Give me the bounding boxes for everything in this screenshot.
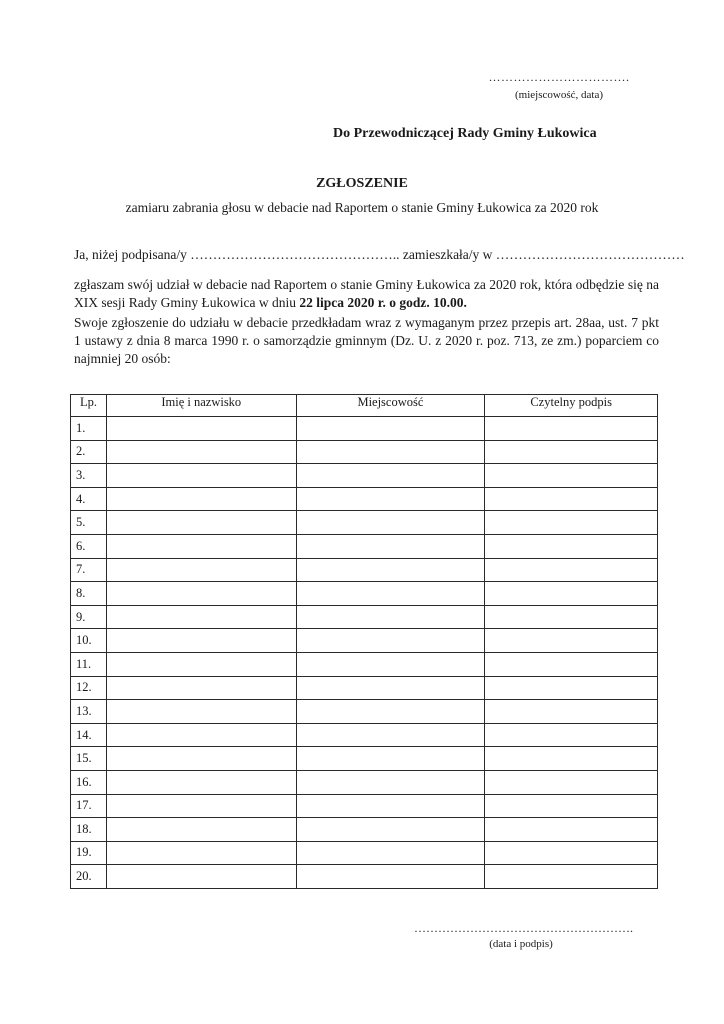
signature-cell[interactable] xyxy=(485,417,658,441)
row-number: 13. xyxy=(71,700,107,724)
row-number: 12. xyxy=(71,676,107,700)
table-row xyxy=(71,605,658,629)
name-cell[interactable] xyxy=(106,676,296,700)
row-number: 17. xyxy=(71,794,107,818)
name-cell[interactable] xyxy=(106,417,296,441)
session-date: 22 lipca 2020 r. o godz. 10.00. xyxy=(299,295,467,310)
table-row xyxy=(71,629,658,653)
name-cell[interactable] xyxy=(106,629,296,653)
name-cell[interactable] xyxy=(106,582,296,606)
place-date-caption: (miejscowość, data) xyxy=(515,89,603,101)
header-place: Miejscowość xyxy=(296,395,485,417)
header-name: Imię i nazwisko xyxy=(106,395,296,417)
row-number: 16. xyxy=(71,770,107,794)
signature-cell[interactable] xyxy=(485,440,658,464)
row-number: 18. xyxy=(71,818,107,842)
place-cell[interactable] xyxy=(296,747,485,771)
table-row xyxy=(71,818,658,842)
place-cell[interactable] xyxy=(296,770,485,794)
signature-cell[interactable] xyxy=(485,865,658,889)
place-cell[interactable] xyxy=(296,794,485,818)
signature-cell[interactable] xyxy=(485,770,658,794)
name-cell[interactable] xyxy=(106,487,296,511)
signature-cell[interactable] xyxy=(485,747,658,771)
signature-cell[interactable] xyxy=(485,511,658,535)
place-cell[interactable] xyxy=(296,605,485,629)
participation-paragraph xyxy=(74,276,659,312)
header-lp: Lp. xyxy=(71,395,107,417)
table-row xyxy=(71,417,658,441)
table-row xyxy=(71,770,658,794)
row-number: 8. xyxy=(71,582,107,606)
name-cell[interactable] xyxy=(106,794,296,818)
name-cell[interactable] xyxy=(106,558,296,582)
table-row xyxy=(71,841,658,865)
table-row xyxy=(71,794,658,818)
place-cell[interactable] xyxy=(296,629,485,653)
recipient: Do Przewodniczącej Rady Gminy Łukowica xyxy=(333,126,597,141)
signature-cell[interactable] xyxy=(485,700,658,724)
table-row xyxy=(71,511,658,535)
row-number: 19. xyxy=(71,841,107,865)
place-cell[interactable] xyxy=(296,700,485,724)
header-signature: Czytelny podpis xyxy=(485,395,658,417)
table-row xyxy=(71,723,658,747)
table-row xyxy=(71,676,658,700)
table-row xyxy=(71,865,658,889)
name-cell[interactable] xyxy=(106,770,296,794)
place-cell[interactable] xyxy=(296,511,485,535)
name-cell[interactable] xyxy=(106,700,296,724)
place-cell[interactable] xyxy=(296,818,485,842)
row-number: 2. xyxy=(71,440,107,464)
signature-line: ………………………………………………. xyxy=(414,921,633,935)
table-row xyxy=(71,534,658,558)
place-date-line: ……………………………. xyxy=(488,70,630,84)
signature-cell[interactable] xyxy=(485,464,658,488)
table-header-row xyxy=(71,395,658,417)
signature-cell[interactable] xyxy=(485,534,658,558)
place-cell[interactable] xyxy=(296,841,485,865)
signature-cell[interactable] xyxy=(485,605,658,629)
row-number: 11. xyxy=(71,652,107,676)
name-cell[interactable] xyxy=(106,818,296,842)
name-cell[interactable] xyxy=(106,652,296,676)
place-cell[interactable] xyxy=(296,723,485,747)
row-number: 4. xyxy=(71,487,107,511)
place-cell[interactable] xyxy=(296,582,485,606)
place-cell[interactable] xyxy=(296,487,485,511)
table-row xyxy=(71,700,658,724)
signature-cell[interactable] xyxy=(485,582,658,606)
place-cell[interactable] xyxy=(296,558,485,582)
place-cell[interactable] xyxy=(296,652,485,676)
table-row xyxy=(71,464,658,488)
table-row xyxy=(71,558,658,582)
name-cell[interactable] xyxy=(106,605,296,629)
name-cell[interactable] xyxy=(106,841,296,865)
row-number: 3. xyxy=(71,464,107,488)
table-row xyxy=(71,487,658,511)
place-cell[interactable] xyxy=(296,440,485,464)
place-cell[interactable] xyxy=(296,464,485,488)
row-number: 5. xyxy=(71,511,107,535)
signature-cell[interactable] xyxy=(485,558,658,582)
signature-cell[interactable] xyxy=(485,794,658,818)
row-number: 1. xyxy=(71,417,107,441)
row-number: 6. xyxy=(71,534,107,558)
row-number: 14. xyxy=(71,723,107,747)
name-cell[interactable] xyxy=(106,747,296,771)
name-cell[interactable] xyxy=(106,511,296,535)
signature-cell[interactable] xyxy=(485,652,658,676)
signature-cell[interactable] xyxy=(485,723,658,747)
name-cell[interactable] xyxy=(106,865,296,889)
place-cell[interactable] xyxy=(296,865,485,889)
name-cell[interactable] xyxy=(106,464,296,488)
participation-text: zgłaszam swój udział w debacie nad Raportem o stanie Gminy Łukowica za 2020 rok, która odbędzie się na XIX sesji Rady Gminy Łukowica w dniu xyxy=(74,277,659,310)
row-number: 15. xyxy=(71,747,107,771)
table-row xyxy=(71,652,658,676)
place-cell[interactable] xyxy=(296,534,485,558)
signature-cell[interactable] xyxy=(485,487,658,511)
place-cell[interactable] xyxy=(296,417,485,441)
signature-table xyxy=(70,394,658,889)
signature-caption: (data i podpis) xyxy=(489,938,553,950)
row-number: 10. xyxy=(71,629,107,653)
name-cell[interactable] xyxy=(106,534,296,558)
table-row xyxy=(71,747,658,771)
row-number: 9. xyxy=(71,605,107,629)
table-row xyxy=(71,440,658,464)
document-title: ZGŁOSZENIE xyxy=(316,176,408,191)
signature-cell[interactable] xyxy=(485,818,658,842)
signature-cell[interactable] xyxy=(485,676,658,700)
name-cell[interactable] xyxy=(106,440,296,464)
signature-cell[interactable] xyxy=(485,629,658,653)
document-subtitle: zamiaru zabrania głosu w debacie nad Raportem o stanie Gminy Łukowica za 2020 rok xyxy=(125,200,599,215)
support-paragraph: Swoje zgłoszenie do udziału w debacie przedkładam wraz z wymaganym przez przepis art. 28aa, ust. 7 pkt 1 ustawy z dnia 8 marca 1990 r. o samorządzie gminnym (Dz. U. z 2020 r. poz. 713, ze zm.) poparciem co najmniej 20 osób: xyxy=(74,315,659,366)
signature-cell[interactable] xyxy=(485,841,658,865)
name-cell[interactable] xyxy=(106,723,296,747)
declarant-line: Ja, niżej podpisana/y ……………………………………….. zamieszkała/y w …………………………………… xyxy=(74,247,685,262)
row-number: 20. xyxy=(71,865,107,889)
place-cell[interactable] xyxy=(296,676,485,700)
table-row xyxy=(71,582,658,606)
row-number: 7. xyxy=(71,558,107,582)
